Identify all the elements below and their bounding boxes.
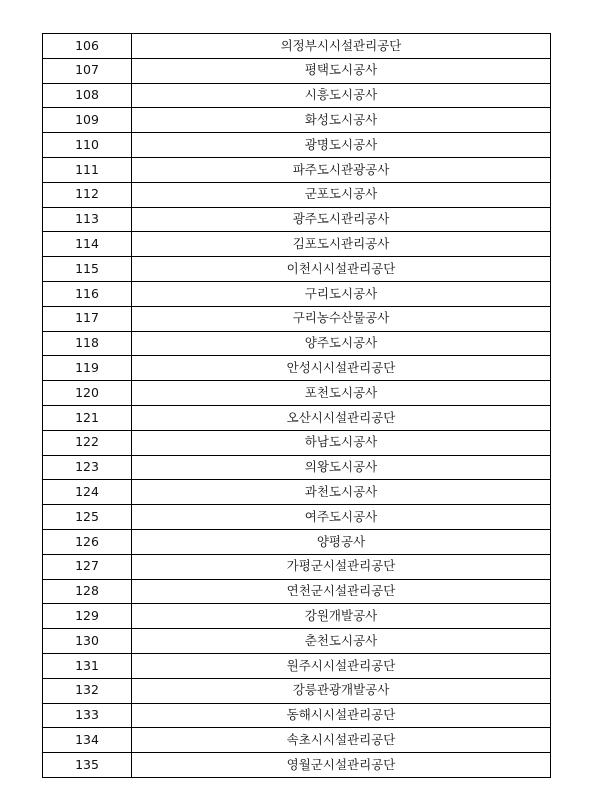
table-row [43,629,551,654]
row-number-cell: 115 [43,257,132,282]
table-row [43,58,551,83]
row-number-cell: 110 [43,133,132,158]
organization-name-cell: 과천도시공사 [132,480,551,505]
organization-name-cell: 원주시시설관리공단 [132,653,551,678]
organization-name-cell: 의정부시시설관리공단 [132,34,551,59]
row-number-cell: 121 [43,405,132,430]
table-row [43,381,551,406]
row-number-cell: 119 [43,356,132,381]
row-number-cell: 127 [43,554,132,579]
row-number-cell: 111 [43,157,132,182]
organization-name-cell: 구리도시공사 [132,281,551,306]
row-number-cell: 122 [43,430,132,455]
table-row [43,34,551,59]
table-row [43,157,551,182]
organization-name-cell: 의왕도시공사 [132,455,551,480]
row-number-cell: 109 [43,108,132,133]
table-row [43,133,551,158]
organization-table-container [42,33,550,778]
organization-name-cell: 속초시시설관리공단 [132,728,551,753]
table-row [43,604,551,629]
organization-table [42,33,551,778]
table-row [43,182,551,207]
organization-name-cell: 여주도시공사 [132,505,551,530]
table-row [43,430,551,455]
table-row [43,579,551,604]
table-row [43,281,551,306]
table-row [43,83,551,108]
organization-name-cell: 강원개발공사 [132,604,551,629]
organization-name-cell: 영월군시설관리공단 [132,753,551,778]
table-row [43,753,551,778]
organization-name-cell: 연천군시설관리공단 [132,579,551,604]
table-row [43,207,551,232]
table-row [43,653,551,678]
table-row [43,356,551,381]
table-row [43,703,551,728]
organization-name-cell: 강릉관광개발공사 [132,678,551,703]
organization-name-cell: 양주도시공사 [132,331,551,356]
organization-name-cell: 이천시시설관리공단 [132,257,551,282]
organization-name-cell: 광명도시공사 [132,133,551,158]
row-number-cell: 114 [43,232,132,257]
row-number-cell: 131 [43,653,132,678]
organization-name-cell: 춘천도시공사 [132,629,551,654]
organization-name-cell: 시흥도시공사 [132,83,551,108]
table-row [43,405,551,430]
row-number-cell: 126 [43,529,132,554]
table-row [43,257,551,282]
organization-name-cell: 포천도시공사 [132,381,551,406]
organization-name-cell: 군포도시공사 [132,182,551,207]
table-row [43,480,551,505]
row-number-cell: 106 [43,34,132,59]
table-row [43,505,551,530]
row-number-cell: 108 [43,83,132,108]
row-number-cell: 133 [43,703,132,728]
organization-name-cell: 안성시시설관리공단 [132,356,551,381]
organization-name-cell: 김포도시관리공사 [132,232,551,257]
row-number-cell: 123 [43,455,132,480]
row-number-cell: 120 [43,381,132,406]
row-number-cell: 113 [43,207,132,232]
organization-name-cell: 화성도시공사 [132,108,551,133]
organization-name-cell: 하남도시공사 [132,430,551,455]
row-number-cell: 128 [43,579,132,604]
row-number-cell: 117 [43,306,132,331]
row-number-cell: 124 [43,480,132,505]
organization-table-body [43,34,551,778]
table-row [43,554,551,579]
row-number-cell: 112 [43,182,132,207]
table-row [43,306,551,331]
organization-name-cell: 파주도시관광공사 [132,157,551,182]
table-row [43,232,551,257]
organization-name-cell: 양평공사 [132,529,551,554]
row-number-cell: 130 [43,629,132,654]
row-number-cell: 116 [43,281,132,306]
row-number-cell: 129 [43,604,132,629]
row-number-cell: 125 [43,505,132,530]
organization-name-cell: 평택도시공사 [132,58,551,83]
row-number-cell: 134 [43,728,132,753]
table-row [43,331,551,356]
row-number-cell: 135 [43,753,132,778]
row-number-cell: 107 [43,58,132,83]
row-number-cell: 118 [43,331,132,356]
table-row [43,728,551,753]
table-row [43,455,551,480]
organization-name-cell: 가평군시설관리공단 [132,554,551,579]
table-row [43,108,551,133]
organization-name-cell: 오산시시설관리공단 [132,405,551,430]
table-row [43,678,551,703]
table-row [43,529,551,554]
organization-name-cell: 동해시시설관리공단 [132,703,551,728]
organization-name-cell: 광주도시관리공사 [132,207,551,232]
organization-name-cell: 구리농수산물공사 [132,306,551,331]
row-number-cell: 132 [43,678,132,703]
